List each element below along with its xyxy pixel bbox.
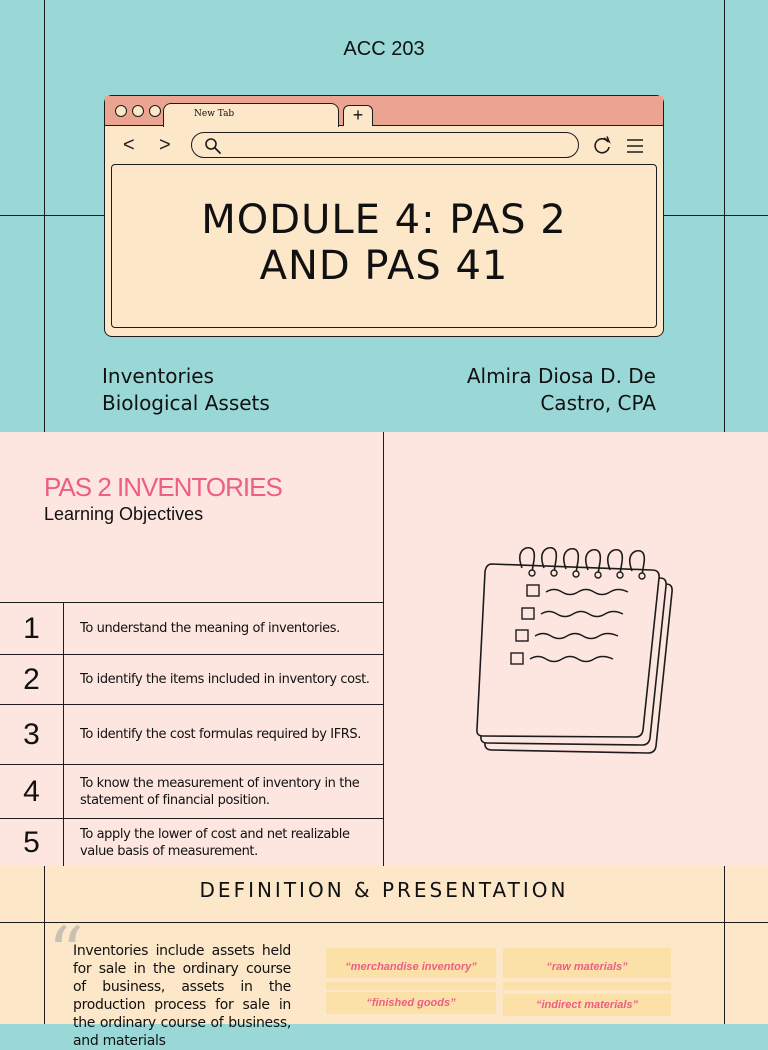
objective-text: To apply the lower of cost and net realizable value basis of measurement. [80, 827, 350, 859]
frame-line-right [724, 0, 725, 432]
browser-title-bar [105, 96, 663, 126]
author-line1: Almira Diosa D. De [466, 364, 656, 388]
browser-window-illustration [104, 95, 664, 337]
frame-line-h-right [664, 215, 768, 216]
tag-indirect-materials: “indirect materials” [503, 994, 671, 1016]
objectives-table [0, 602, 384, 868]
new-tab-button[interactable]: + [343, 105, 373, 126]
frame-line-h [0, 922, 768, 923]
quote-mark: “ [48, 912, 84, 994]
author-name [440, 363, 656, 417]
tab-label: New Tab [194, 109, 235, 119]
tag-strip [326, 948, 496, 956]
title-slide [0, 0, 768, 432]
notepad-checklist-icon [470, 540, 680, 760]
section-title: PAS 2 INVENTORIES [44, 472, 282, 502]
browser-content-area [111, 164, 657, 328]
topic-inventories: Inventories [102, 364, 214, 388]
topics-list [102, 363, 270, 417]
objective-number: 5 [0, 819, 64, 867]
browser-tab[interactable] [163, 103, 339, 127]
objective-text: To identify the cost formulas required by IFRS. [80, 727, 362, 742]
learning-objectives-slide [0, 432, 768, 866]
menu-icon[interactable] [625, 138, 645, 154]
section-subtitle: Learning Objectives [44, 504, 204, 524]
section-title: DEFINITION & PRESENTATION [199, 878, 569, 902]
table-row [0, 764, 384, 818]
definition-slide [0, 866, 768, 1049]
table-row [0, 818, 384, 868]
objective-number: 1 [0, 603, 64, 654]
table-row [0, 602, 384, 654]
objective-number: 4 [0, 765, 64, 818]
forward-button[interactable]: > [159, 134, 171, 156]
objective-text: To identify the items included in inventory cost. [80, 672, 370, 687]
tag-strip [503, 948, 671, 956]
table-row [0, 704, 384, 764]
window-dot-icon [115, 105, 127, 117]
frame-line-h-left [0, 215, 104, 216]
tag-merchandise-inventory: “merchandise inventory” [326, 956, 496, 978]
module-title-line2: AND PAS 41 [259, 243, 509, 289]
objective-number: 3 [0, 705, 64, 764]
window-dot-icon [149, 105, 161, 117]
address-bar[interactable] [191, 132, 579, 158]
topic-biological-assets: Biological Assets [102, 391, 270, 415]
tag-finished-goods: “finished goods” [326, 992, 496, 1014]
course-code: ACC 203 [343, 38, 425, 60]
tag-raw-materials: “raw materials” [503, 956, 671, 978]
objective-text: To understand the meaning of inventories. [80, 621, 340, 636]
module-title-line1: MODULE 4: PAS 2 [201, 197, 567, 243]
tag-strip [503, 982, 671, 990]
author-line2: Castro, CPA [540, 391, 656, 415]
reload-icon[interactable] [591, 134, 613, 156]
module-title [112, 197, 656, 289]
tag-strip [326, 982, 496, 990]
frame-line-left [44, 0, 45, 432]
definition-text: Inventories include assets held for sale in the ordinary course of business, assets in the production process for sale in the ordinary course of business, and materials [73, 943, 291, 1049]
table-row [0, 654, 384, 704]
objective-text: To know the measurement of inventory in the statement of financial position. [80, 775, 360, 808]
objective-number: 2 [0, 655, 64, 704]
back-button[interactable]: < [123, 134, 135, 156]
search-icon [204, 137, 222, 155]
window-dot-icon [132, 105, 144, 117]
